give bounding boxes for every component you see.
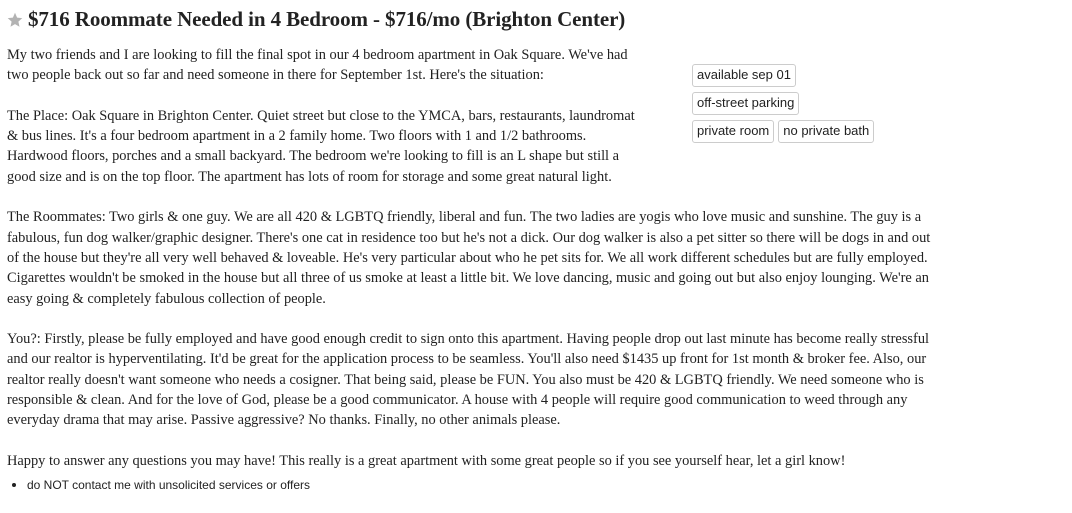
body-line: The Place: Oak Square in Brighton Center. Quiet street but close to the YMCA, bars, restaurants, laundromat [7, 107, 635, 124]
notice-text: do NOT contact me with unsolicited services or offers [27, 478, 311, 492]
body-line: fabulous, fun dog walker/graphic designer. There's one cat in residence too but he's not a dick. Our dog walker is also a pet sitter so there will be dogs in and out [7, 229, 931, 246]
bullet-icon [12, 483, 16, 487]
notice-item [12, 476, 310, 494]
body-line: two people back out so far and need someone in there for September 1st. Here's the situation: [7, 67, 544, 84]
body-line: You?: Firstly, please be fully employed and have good enough credit to sign onto this apartment. Having people drop out last minute has become really stressful [7, 331, 930, 348]
body-paragraph-intro [7, 45, 930, 86]
attribute-tag: no private bath [778, 120, 874, 143]
attribute-tag: private room [692, 120, 774, 143]
star-icon[interactable] [7, 12, 23, 28]
body-paragraph-closing [7, 451, 930, 471]
body-line: responsible & clean. And for the love of God, please be a good communicator. A house with 4 people will require good communication to weed through any [7, 392, 908, 409]
body-paragraph-you [7, 329, 930, 430]
body-line: good size and is on the top floor. The apartment has lots of room for storage and some great natural light. [7, 168, 612, 185]
attribute-tag: available sep 01 [692, 64, 796, 87]
posting-title-row [7, 7, 625, 32]
posting-title: $716 Roommate Needed in 4 Bedroom - $716/mo (Brighton Center) [28, 7, 626, 31]
body-paragraph-the-place [7, 106, 930, 187]
body-line: Cigarettes wouldn't be smoked in the house but all three of us smoke at least a little bit. We love dancing, music and going out but also enjoy lounging. We're an [7, 270, 929, 287]
body-line: easy going & completely fabulous collection of people. [7, 290, 326, 307]
posting-body [7, 45, 930, 471]
notices-list [12, 476, 310, 494]
body-line: My two friends and I are looking to fill the final spot in our 4 bedroom apartment in Oak Square. We've had [7, 47, 628, 63]
body-line: The Roommates: Two girls & one guy. We are all 420 & LGBTQ friendly, liberal and fun. The two ladies are yogis who love music and sunshine. The guy is a [7, 209, 922, 226]
body-line: Hardwood floors, porches and a small backyard. The bedroom we're looking to fill is an L shape but still a [7, 148, 620, 165]
body-line: of the house but they're all very well behaved & loveable. He's very particular about who he pet sits for. We all work different schedules but are fully employed. [7, 249, 928, 266]
body-line: & bus lines. It's a four bedroom apartment in a 2 family home. Two floors with 1 and 1/2 bathrooms. [7, 128, 587, 145]
body-line: realtor really doesn't want someone who needs a cosigner. That being said, please be FUN. You also must be 420 & LGBTQ friendly. We need someone who is [7, 371, 924, 388]
attribute-tag: off-street parking [692, 92, 799, 115]
body-line: everyday drama that may arise. Passive aggressive? No thanks. Finally, no other animals please. [7, 412, 561, 429]
body-paragraph-roommates [7, 207, 930, 308]
body-line: Happy to answer any questions you may have! This really is a great apartment with some great people so if you see yourself hear, let a girl know! [7, 452, 846, 469]
body-line: and our realtor is hyperventilating. It'd be great for the application process to be seamless. You'll also need $1435 up front for 1st month & broker fee. Also, our [7, 351, 927, 368]
